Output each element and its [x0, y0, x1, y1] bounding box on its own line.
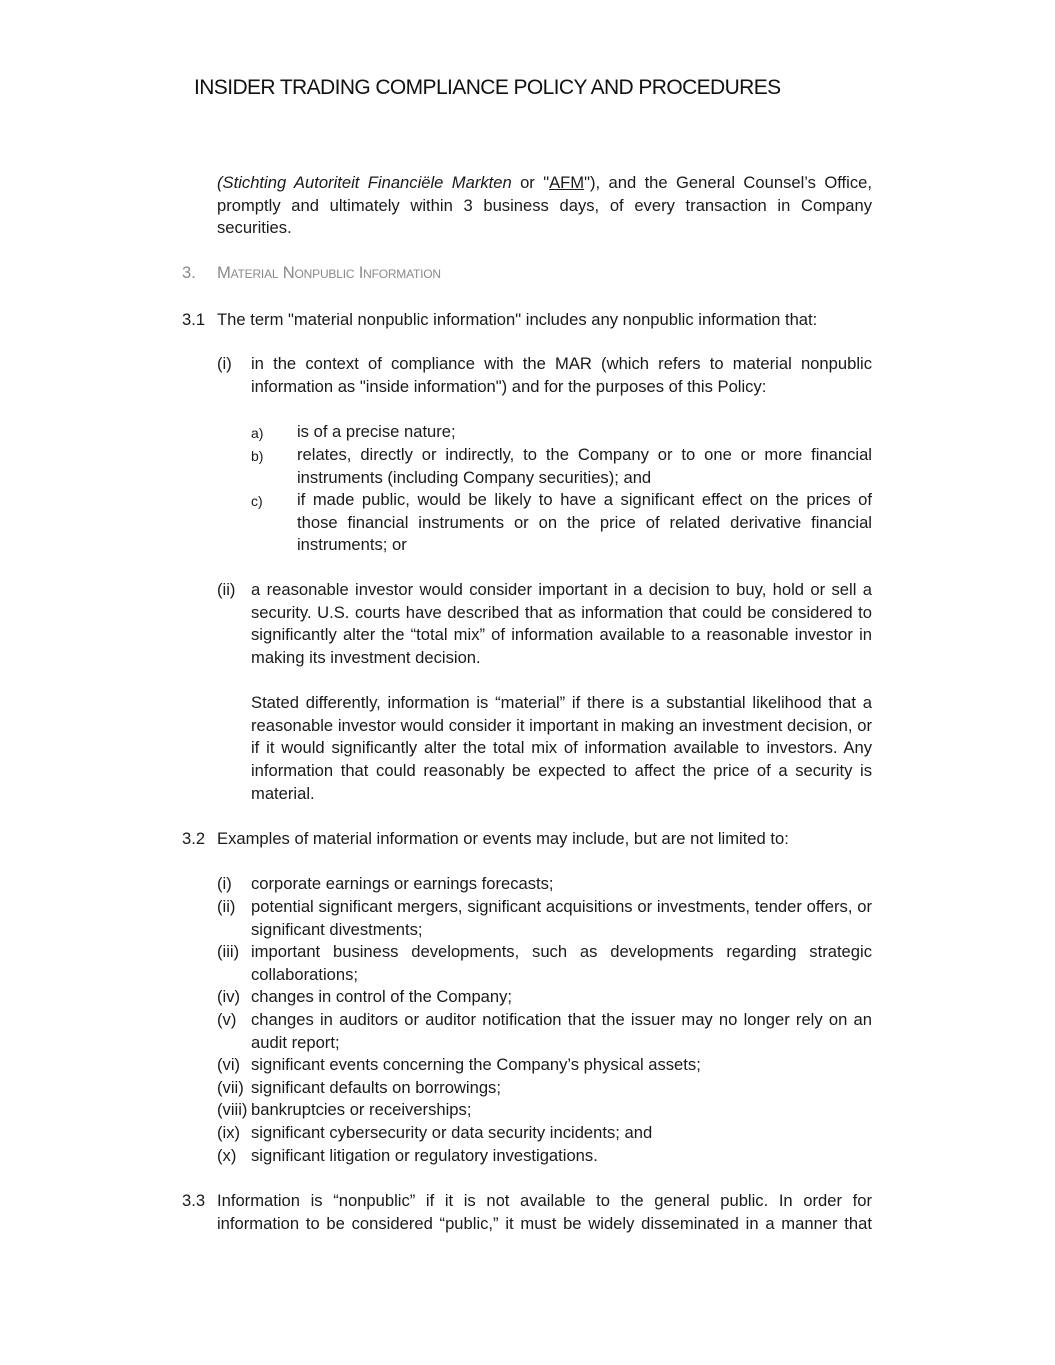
intro-line1-rest: "), and the General Counsel’s Office,	[584, 173, 872, 192]
item-label-3-1-i: (i)	[217, 354, 232, 373]
example-label: (iii)	[217, 942, 240, 961]
subitem-label-b: b)	[251, 448, 264, 464]
clause-3-1-text: The term "material nonpublic information" includes any nonpublic information that:	[217, 310, 818, 329]
example-label: (vii)	[217, 1078, 244, 1097]
subitem-b-text: relates, directly or indirectly, to the Company or to one or more financial instruments (including Company securities); and	[297, 445, 872, 487]
section-title: Material Nonpublic Information	[217, 263, 441, 282]
subitem-c-text: if made public, would be likely to have a significant effect on the prices of those financial instruments or on the price of related derivative financial instruments; or	[297, 490, 872, 555]
clause-3-3-text: Information is “nonpublic” if it is not available to the general public. In order for information to be considered “public,” it must be widely disseminated in a manner that	[217, 1191, 872, 1233]
example-text: significant litigation or regulatory investigations.	[251, 1146, 598, 1165]
clause-number-3-1: 3.1	[182, 310, 206, 329]
example-label: (ix)	[217, 1123, 241, 1142]
intro-paragraph	[217, 172, 872, 240]
intro-line2: promptly and ultimately within 3 business days, of every transaction in Company securities.	[217, 195, 872, 238]
page-header-title: INSIDER TRADING COMPLIANCE POLICY AND PROCEDURES	[194, 76, 781, 99]
example-label: (v)	[217, 1010, 237, 1029]
item-label-3-1-ii: (ii)	[217, 580, 236, 599]
intro-or: or "	[511, 173, 550, 192]
example-text: significant defaults on borrowings;	[251, 1078, 501, 1097]
example-text: important business developments, such as developments regarding strategic collaborations;	[251, 942, 872, 984]
clause-number-3-3: 3.3	[182, 1191, 206, 1210]
subitem-a-text: is of a precise nature;	[297, 422, 456, 441]
intro-afm-name: (Stichting Autoriteit Financiële Markten	[217, 173, 512, 192]
item-3-1-ii-text: a reasonable investor would consider important in a decision to buy, hold or sell a security. U.S. courts have described that as information that could be considered to significantly alter the “total mix” of information available to a reasonable investor in making its investment decision.	[251, 580, 872, 668]
clause-3-2-text: Examples of material information or events may include, but are not limited to:	[217, 829, 789, 848]
example-text: significant cybersecurity or data security incidents; and	[251, 1123, 653, 1142]
clause-number-3-2: 3.2	[182, 829, 206, 848]
example-text: corporate earnings or earnings forecasts;	[251, 874, 554, 893]
example-text: changes in auditors or auditor notification that the issuer may no longer rely on an audit report;	[251, 1010, 872, 1052]
section-number: 3.	[182, 263, 196, 282]
example-text: bankruptcies or receiverships;	[251, 1100, 472, 1119]
intro-afm-abbrev: AFM	[549, 173, 585, 192]
example-label: (x)	[217, 1146, 237, 1165]
example-label: (ii)	[217, 897, 236, 916]
subitem-label-a: a)	[251, 425, 264, 441]
subitem-label-c: c)	[251, 493, 263, 509]
example-label: (i)	[217, 874, 232, 893]
item-3-1-i-text: in the context of compliance with the MAR (which refers to material nonpublic information as "inside information") and for the purposes of this Policy:	[251, 354, 872, 396]
stated-differently-paragraph: Stated differently, information is “material” if there is a substantial likelihood that a reasonable investor would consider it important in making an investment decision, or if it would significantly alter the total mix of information available to investors. Any information that could reasonably be expected to affect the price of a security is material.	[251, 693, 872, 803]
example-label: (iv)	[217, 987, 241, 1006]
example-text: potential significant mergers, significant acquisitions or investments, tender offers, or significant divestments;	[251, 897, 872, 939]
example-text: changes in control of the Company;	[251, 987, 513, 1006]
example-text: significant events concerning the Company’s physical assets;	[251, 1055, 701, 1074]
example-label: (vi)	[217, 1055, 241, 1074]
example-label: (viii)	[217, 1100, 248, 1119]
